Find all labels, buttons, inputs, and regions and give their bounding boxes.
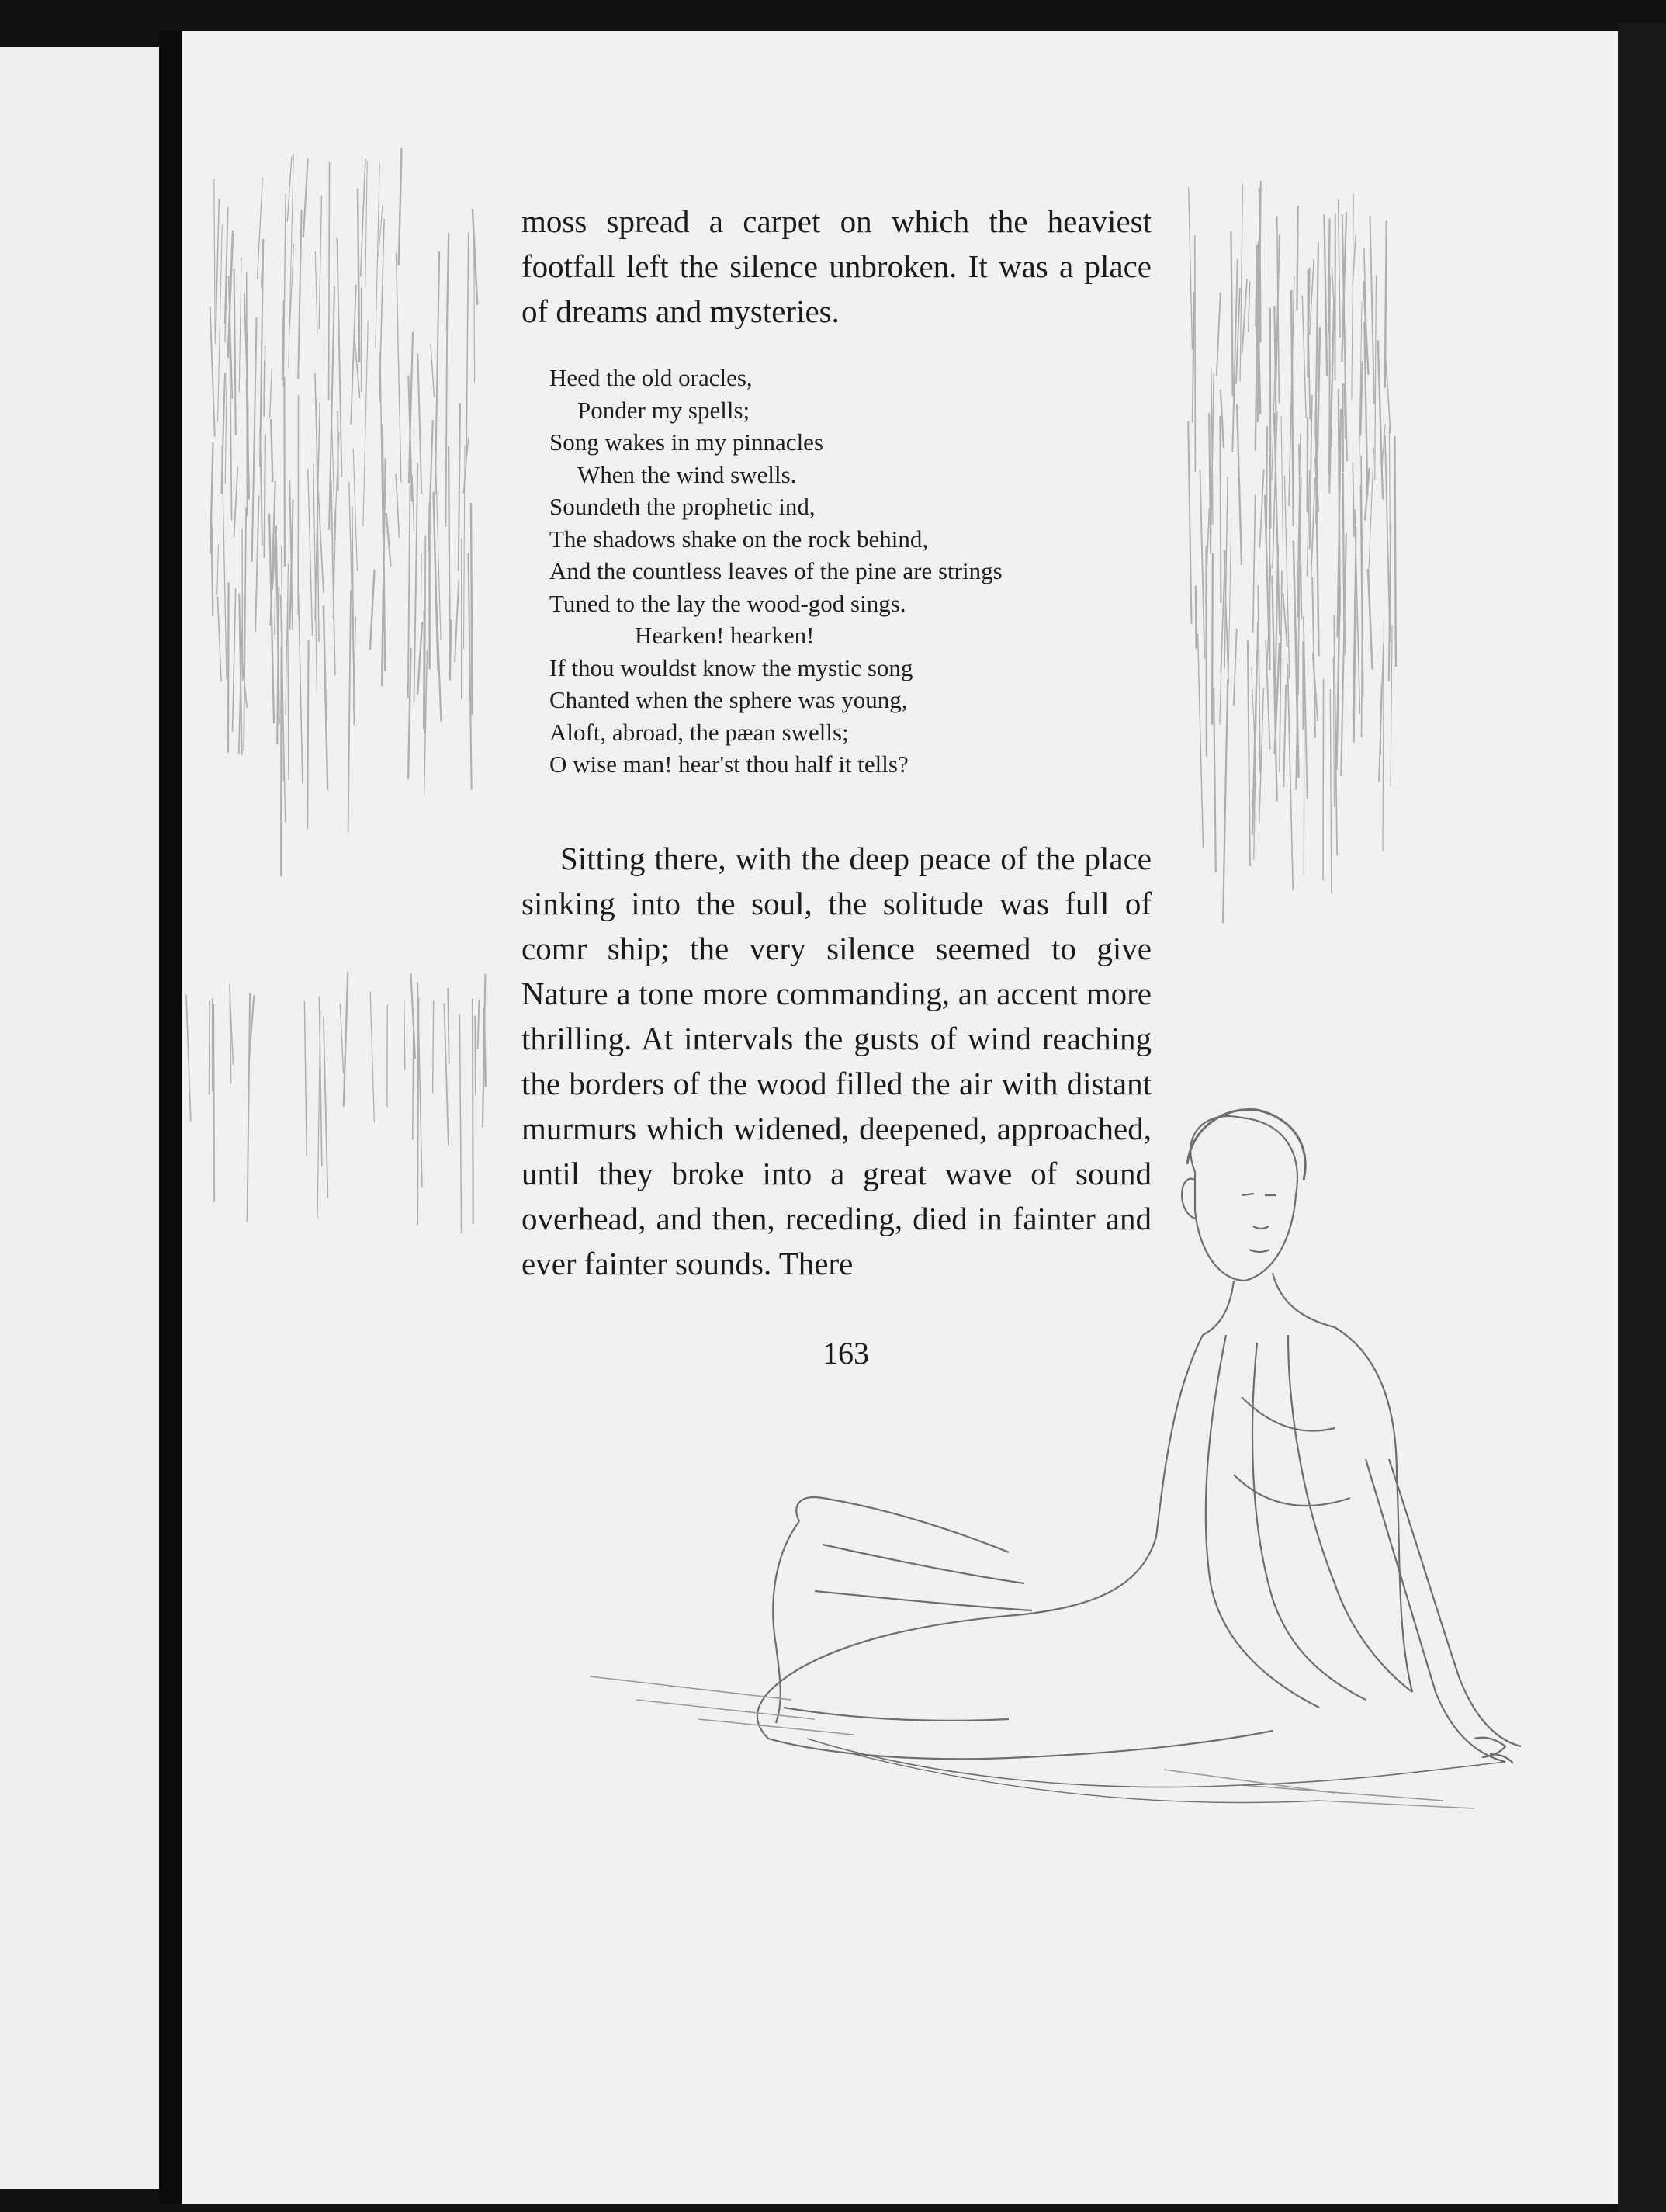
poem-line: Ponder my spells; (577, 396, 750, 424)
poem-line: Chanted when the sphere was young, (549, 686, 908, 713)
poem-line: If thou wouldst know the mystic song (549, 654, 913, 681)
paragraph-body: Sitting there, with the deep peace of the place sinking into the soul, the solitude was full of comr ship; the very silence seemed to give Nature a tone more commanding, an accent more thrilling. At intervals the gusts of wind reaching the borders of the wood filled the air with distant murmurs which widened, deepened, approached, until they broke into a great wave of sound overhead, and then, receding, died in fainter and ever fainter sounds. There (521, 841, 1152, 1281)
poem-block (549, 362, 1170, 781)
poem-line: Tuned to the lay the wood-god sings. (549, 589, 906, 617)
poem-line: Song wakes in my pinnacles (549, 428, 824, 456)
poem-line: And the countless leaves of the pine are strings (549, 557, 1003, 584)
poem-line: Aloft, abroad, the pæan swells; (549, 718, 849, 746)
poem-line: Heed the old oracles, (549, 364, 753, 391)
poem-line: Hearken! hearken! (635, 622, 815, 649)
paragraph-top: moss spread a carpet on which the heaviest footfall left the silence unbroken. It was a place of dreams and mysteries. (521, 203, 1152, 329)
poem-line: The shadows shake on the rock behind, (549, 525, 929, 553)
sketched-trees-left (186, 148, 486, 1233)
sketched-trees-right (1188, 181, 1396, 923)
page-number: 163 (823, 1336, 869, 1371)
poem-line: Soundeth the prophetic ind, (549, 493, 816, 520)
poem-line: O wise man! hear'st thou half it tells? (549, 751, 909, 778)
poem-line: When the wind swells. (577, 460, 797, 488)
